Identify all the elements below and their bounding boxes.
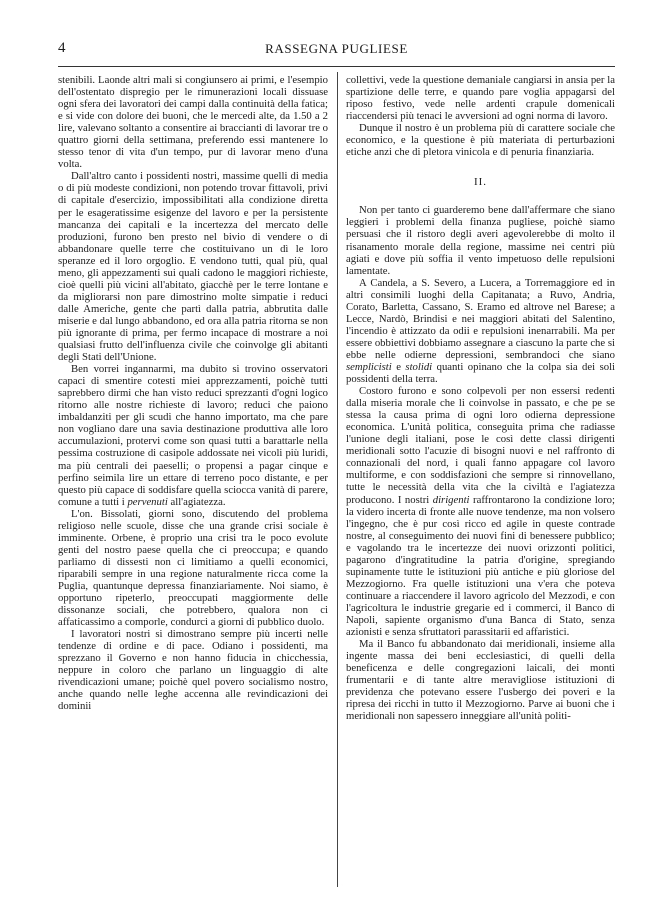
emphasis: semplicisti: [346, 360, 392, 373]
text-run: quanti opinano che la colpa sia dei soli possidenti della terra.: [346, 360, 616, 386]
paragraph: [58, 363, 328, 508]
paragraph: Ma il Banco fu abbandonato dai meridionali, insieme alla ingente massa dei beni ecclesiastici, di quelli della beneficenza e delle congregazioni laicali, dei monti frumentarii e di tante altre meravigliose istituzioni di previdenza che potevano essere l'usbergo dei poveri e la ripresa dei ricchi in tutto il Mezzogiorno. Parve ai buoni che i meridionali non sapessero inneggiare all'unità politi-: [346, 638, 615, 723]
right-column: [346, 74, 615, 722]
emphasis: stolidi: [405, 360, 433, 373]
paragraph: collettivi, vede la questione demaniale cangiarsi in ansia per la spartizione delle terre, e quando pare voglia appagarsi del riposo festivo, vede nelle ardenti crapule domenicali riaccendersi più tenaci le avversioni ad ogni norma di lavoro.: [346, 74, 615, 123]
paragraph: [346, 385, 615, 638]
left-column: [58, 74, 328, 712]
text-run: e: [396, 360, 401, 373]
paragraph: [346, 277, 615, 385]
emphasis: pervenuti: [127, 495, 168, 508]
header-rule: [58, 66, 615, 67]
text-run: all'agiatezza.: [170, 495, 226, 508]
paragraph: stenibili. Laonde altri mali si congiunsero ai primi, e l'esempio dell'ostentato dispregio per le rimunerazioni locali dissuase ogni sfera dei lavoratori dei campi dalla continuità della fatica; e si vide con dolore dei buoni, che le mercedi alte, da 1.50 a 2 lire, valevano soltanto a consentire ai braccianti di lavorar tre o quattro giorni della settimana, preferendo essi mantenere lo stesso tenor di vita d'un tempo, pur di lavorar meno d'una volta.: [58, 74, 328, 171]
emphasis: dirigenti: [432, 493, 470, 506]
text-run: A Candela, a S. Severo, a Lucera, a Torremaggiore ed in altri consimili luoghi della Capitanata; a Ruvo, Andria, Corato, Barletta, Cassano, S. Eramo ed altrove nel Barese; a Lecce, Nardò, Brindisi e nei maggiori abitati del Salentino, l'incendio è attizzato da odii e repulsioni inenarrabili. Ma per essere obbiettivi dobbiamo assegnare a ciascuno la parte che si ebbe nelle odierne depressioni, sembrandoci che siano: [346, 276, 615, 361]
text-run: Ben vorrei ingannarmi, ma dubito si trovino osservatori capaci di smentire cotesti miei apprezzamenti, poichè tutti saprebbero dirmi che han visto reduci sprezzanti d'ogni logico ritorno alle nostre richieste di lavoro; reduci che paiono imbaldanziti per gli scudi che hanno importato, ma che pare non vogliano dare una savia destinazione produttiva alle loro accumulazioni, protervi come son quasi tutti a barattarle nella pessima costruzione di casipole addossate nei vicoli più luridi, ma più centrali dei paeselli; o propensi a pagar cinque e perfino seimila lire un ettare di terreno poco distante, e per questo più capace di soddisfare quella sciocca vanità di parere, comune a tutti i: [58, 363, 328, 508]
page-header: [58, 40, 615, 60]
paragraph: Non per tanto ci guarderemo bene dall'affermare che siano leggieri i problemi della finanza pugliese, poichè siamo persuasi che il ristoro degli averi agevolerebbe di molto il risanamento morale della regione, massime nei centri più agiati e dove più soffia il vento impetuoso delle repulsioni lamentate.: [346, 204, 615, 277]
paragraph: Dunque il nostro è un problema più di carattere sociale che economico, e la questione è più materiata di perturbazioni etiche anzi che di pletora vinicola e di penuria finanziaria.: [346, 122, 615, 159]
section-heading: II.: [473, 176, 488, 189]
paragraph: Dall'altro canto i possidenti nostri, massime quelli di media o di più modeste condizioni, non potendo trovar fittavoli, privi di capitale d'esercizio, impossibilitati alla condizione diretta per le esageratissime esigenze del lavoro e per la persistente mancanza dei capitali e la incertezza del mercato delle produzioni, furono ben presto nel bivio di vendere o di abbandonare quelle terre che costituivano un dì le loro speranze ed il loro orgoglio. E vendono tutti, qual più, qual meno, gli appezzamenti sui quali cadono le maggiori richieste, cioè quelli più vicini all'abitato, giacchè per le terre lontane e da migliorarsi non pare dimostrino molte simpatie i reduci dalle Americhe, gente che partì dalla patria, abbrutita dalle miserie e dal lungo abbandono, ed ora alla patria ritorna se non più ignorante di prima, per fermo incapace di mostrare a noi qualsiasi frutto dell'influenza civile che coinvolge gli abitanti degli Stati dell'Unione.: [58, 170, 328, 364]
text-run: Costoro furono e sono colpevoli per non essersi redenti dalla miseria morale che li coinvolse in passato, e che pe se stessa la causa prima di ogni loro odierna depressione economica. L'unità politica, conseguita prima che radiasse l'unione degli italiani, pose le così dette classi dirigenti meridionali sotto l'acuzie di bisogni nuovi e nel raffronto di connazionali del nord, i quali fanno appagare col lavoro multiforme, e con soddisfazioni che sempre si rinnovellano, tutte le necessità della vita che la civiltà e l'agiatezza producono. I nostri: [346, 385, 615, 506]
column-divider: [337, 72, 338, 887]
running-title: RASSEGNA PUGLIESE: [265, 41, 408, 56]
paragraph: L'on. Bissolati, giorni sono, discutendo del problema religioso nelle scuole, disse che una grande crisi sociale è imminente. Orbene, è proprio una crisi tra le poco evolute genti del nostro paese quella che ci preoccupa; e quando parliamo di dissesti non ci limitiamo a quelli economici, riparabili sempre in una regione naturalmente ricca come la Puglia, quantunque depressa finanziariamente. Noi siamo, è opportuno ripeterlo, preoccupati maggiormente delle dissonanze sociali, che potrebbero, qualora non ci affaticassimo a comporle, condurci a giorni di pubblico duolo.: [58, 507, 328, 629]
page-number: 4: [58, 40, 66, 56]
paragraph: I lavoratori nostri si dimostrano sempre più incerti nelle tendenze di ordine e di pace. Odiano i possidenti, ma sprezzano il Governo e non hanno fiducia in chicchessia, neppure in coloro che parlano un linguaggio di alte rivendicazioni umane; poichè quel povero socialismo nostro, anche quando nelle leghe accenna alle revindicazioni dei dominii: [58, 628, 328, 713]
text-run: raffrontarono la condizione loro; la videro incerta di fronte alle nuove tendenze, ma non volsero l'ingegno, che è pur così ricco ed agile in queste contrade nostre, al conseguimento dei nuovi fini di benessere pubblico; e vagolando tra le incertezze dei nuovi orizzonti politici, pagarono d'ingratitudine la patria d'origine, spregiando supinamente tutte le istituzioni più antiche e più gloriose del Mezzogiorno. Fra quelle istituzioni una v'era che poteva continuare a riaccendere il lavoro agricolo del Mezzodì, e con l'agricoltura le industrie gregarie ed i commerci, il Banco di Napoli, sapiente organismo d'una Banca di Stato, senza azionisti e senza sfruttatori parassitarii ed affaristici.: [346, 493, 615, 639]
